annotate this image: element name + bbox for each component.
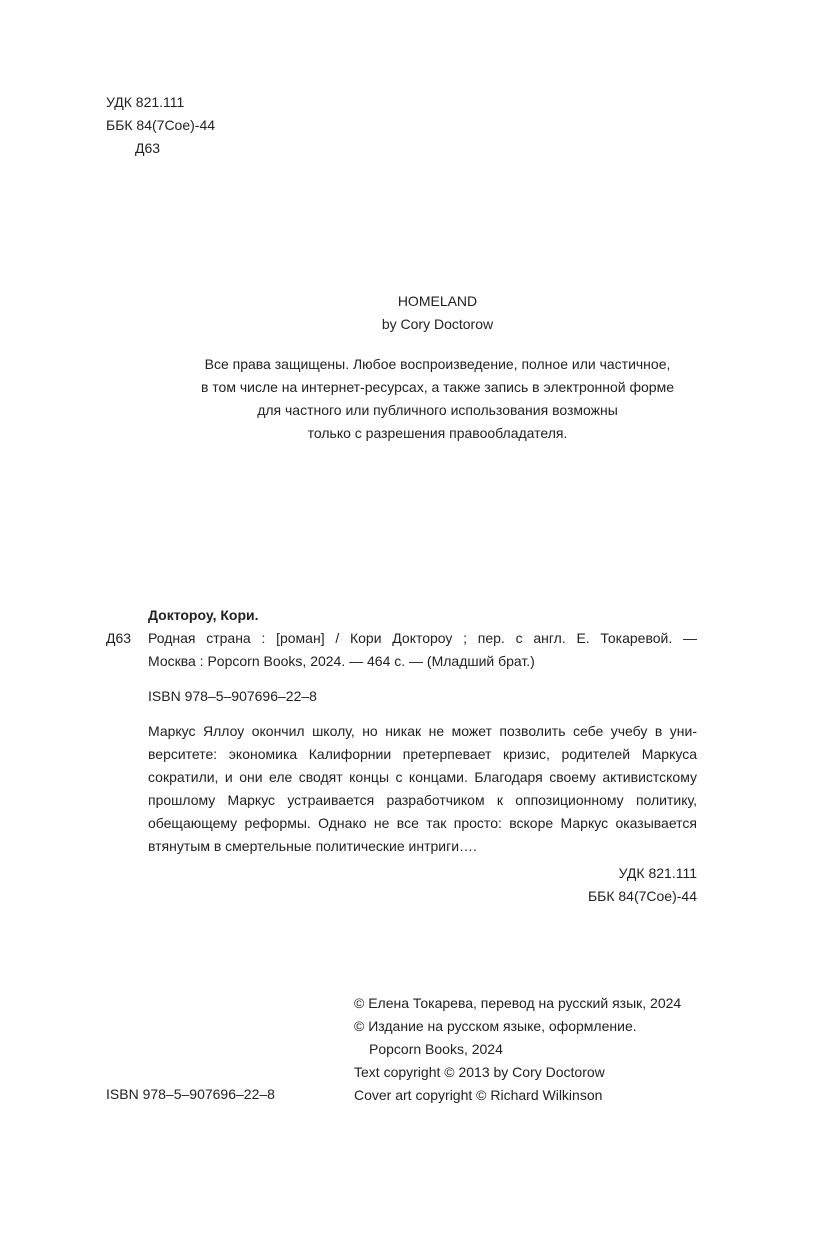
rights-line: в том числе на интернет-ресурсах, а также запись в электронной форме — [200, 379, 675, 395]
description-line: Родная страна : [роман] / Кори Доктороу ; пер. с англ. Е. Токаревой. — — [148, 630, 697, 646]
rights-notice — [0, 353, 827, 445]
author-sign: Д63 — [135, 140, 161, 156]
catalog-isbn: ISBN 978–5–907696–22–8 — [148, 688, 317, 704]
original-title-block — [0, 290, 827, 336]
bbk-code: ББК 84(7Сое)-44 — [106, 117, 216, 133]
catalog-author-sign: Д63 — [106, 630, 132, 646]
annotation-line: прошлому Маркус устраивается разработчиком к оппозиционному политику, — [148, 792, 697, 808]
copyright-line: Cover art copyright © Richard Wilkinson — [354, 1087, 603, 1103]
copyright-line: © Издание на русском языке, оформление. — [354, 1018, 637, 1034]
copyright-line: Popcorn Books, 2024 — [369, 1041, 503, 1057]
catalog-bbk-code: ББК 84(7Сое)-44 — [587, 888, 697, 904]
copyright-line: Text copyright © 2013 by Cory Doctorow — [354, 1064, 605, 1080]
copyright-line: © Елена Токарева, перевод на русский язык, 2024 — [354, 995, 682, 1011]
rights-line: для частного или публичного использования возможны — [257, 402, 618, 418]
udk-code: УДК 821.111 — [106, 94, 185, 110]
rights-line: Все права защищены. Любое воспроизведение, полное или частичное, — [204, 356, 671, 372]
original-title: HOMELAND — [397, 293, 478, 309]
annotation-line: сократили, и они еле сводят концы с концами. Благодаря своему активистскому — [148, 769, 697, 785]
copyright-block — [354, 992, 681, 1107]
top-classification-codes — [106, 91, 215, 160]
description-line: Москва : Popcorn Books, 2024. — 464 с. — (Младший брат.) — [148, 653, 535, 669]
catalog-author-heading: Доктороу, Кори. — [148, 607, 259, 623]
bibliographic-description — [148, 627, 697, 673]
annotation — [148, 720, 697, 858]
annotation-line: обещающему реформы. Однако не все так просто: вскоре Маркус оказывается — [148, 815, 697, 831]
annotation-line: верситете: экономика Калифорнии претерпевает кризис, родителей Маркуса — [148, 746, 697, 762]
catalog-classification-codes — [497, 862, 697, 908]
isbn-bottom: ISBN 978–5–907696–22–8 — [106, 1086, 275, 1102]
original-author: by Cory Doctorow — [381, 316, 494, 332]
annotation-line: втянутым в смертельные политические интриги…. — [148, 838, 477, 854]
annotation-line: Маркус Яллоу окончил школу, но никак не может позволить себе учебу в уни- — [148, 723, 697, 739]
rights-line: только с разрешения правообладателя. — [307, 425, 568, 441]
catalog-udk-code: УДК 821.111 — [618, 865, 697, 881]
